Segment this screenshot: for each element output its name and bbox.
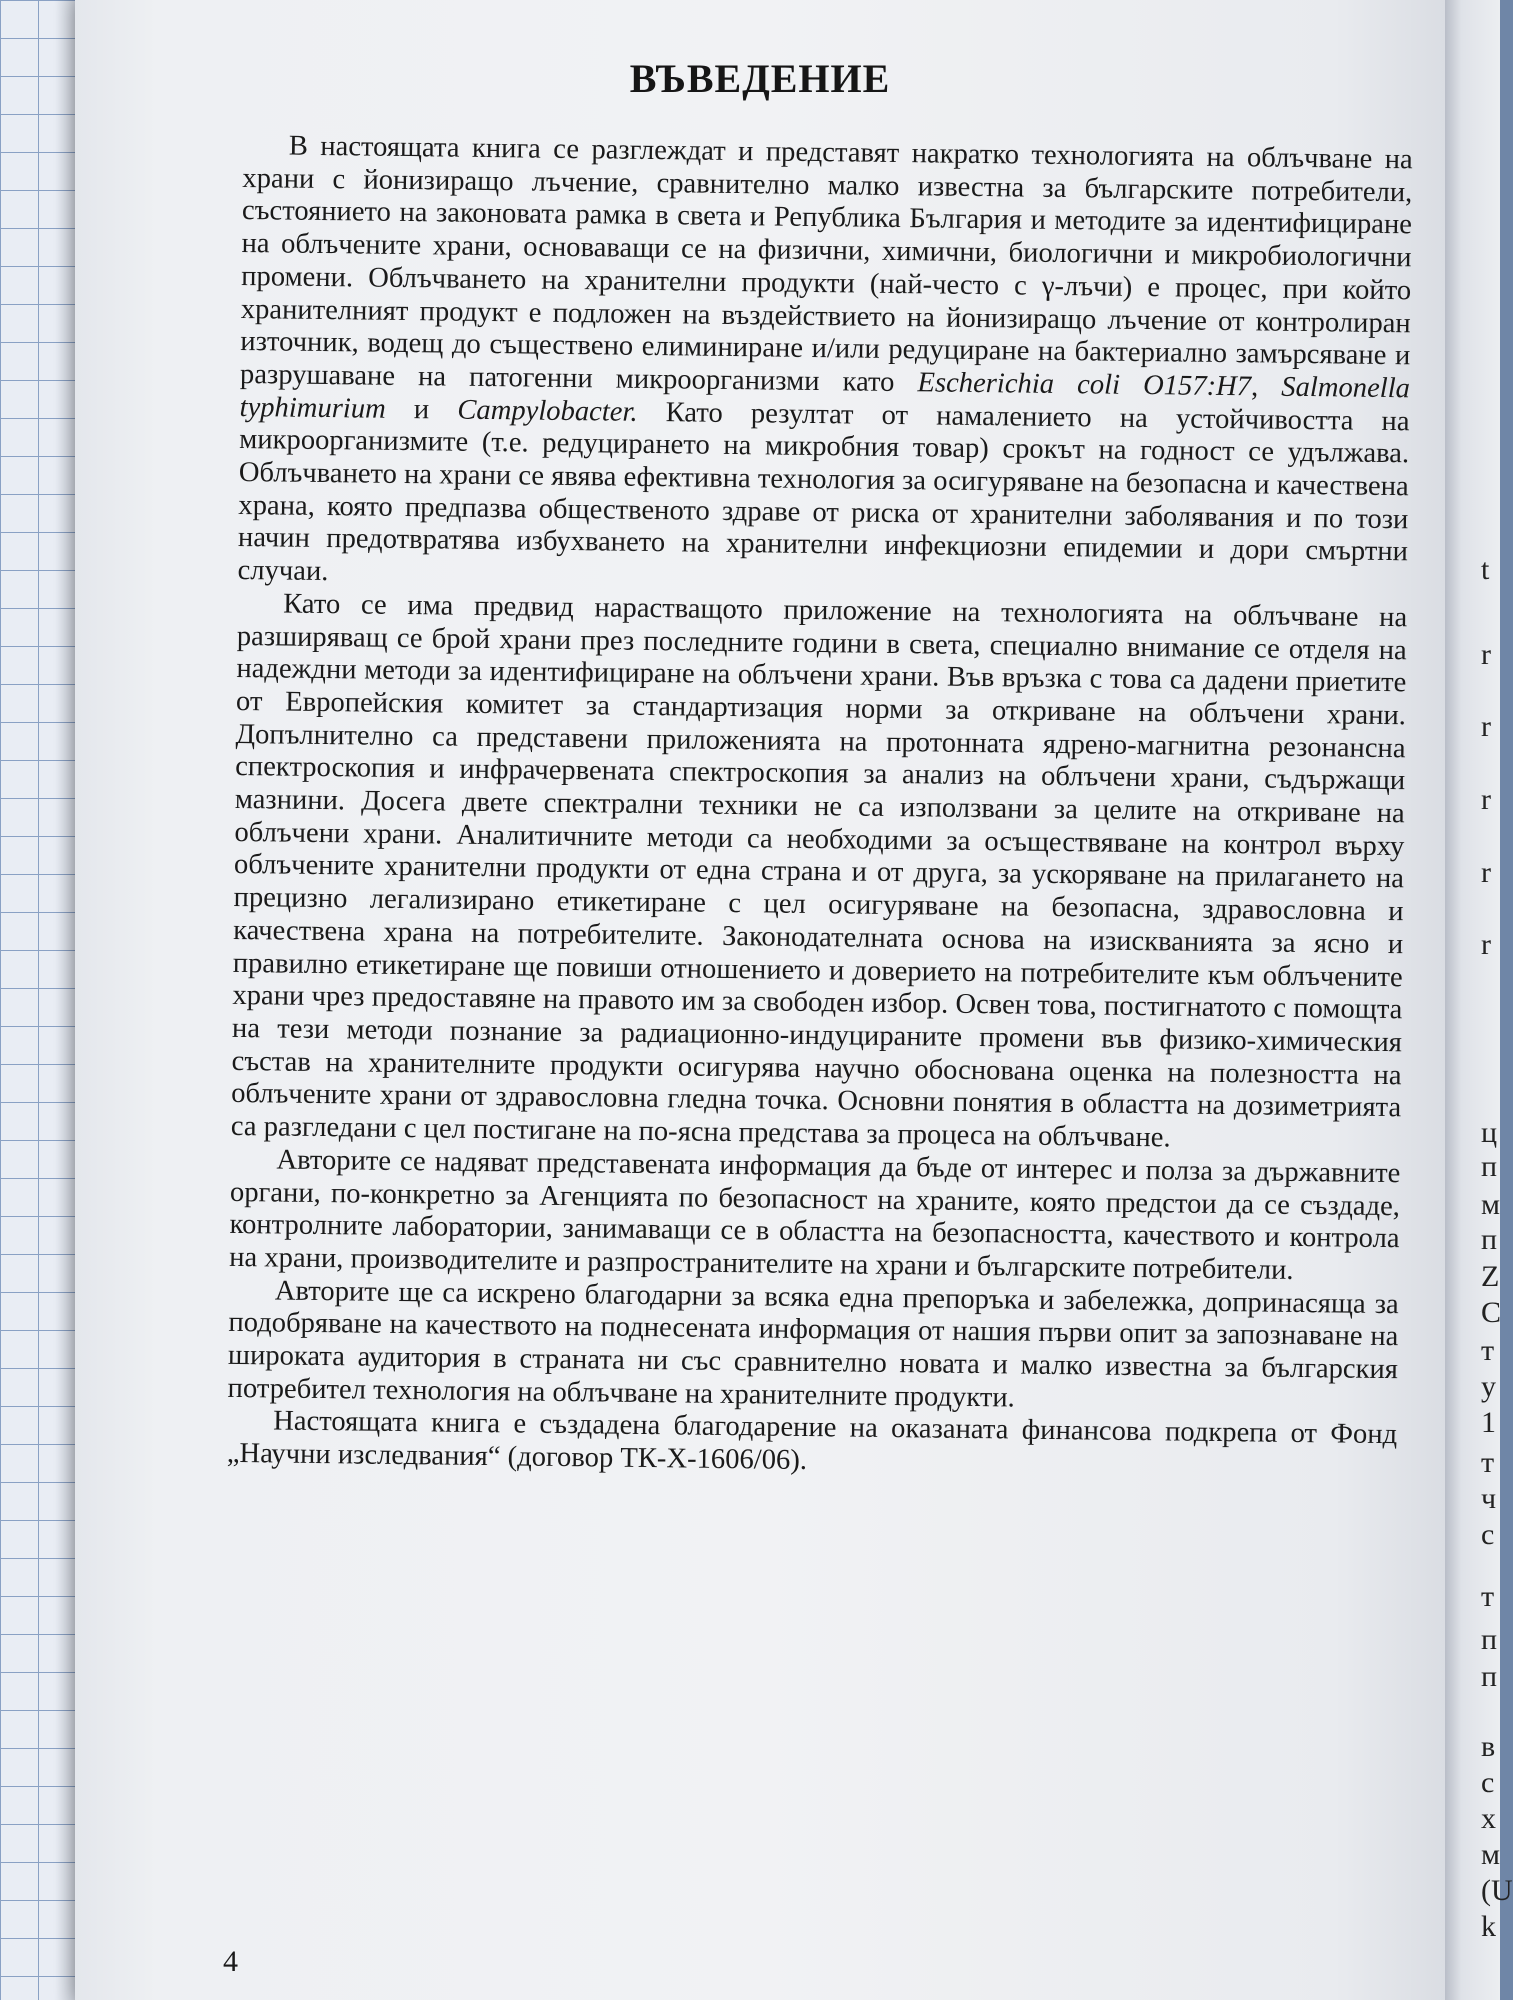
facing-page-fragment: п: [1481, 1660, 1498, 1693]
facing-page-fragment: п: [1481, 1623, 1498, 1656]
paragraph-4: Авторите ще са искрено благодарни за всяка една препоръка и забележка, допринасяща за подобряване на качеството на поднесената информация от нашия първи опит за запознаване на широката аудитория в страната ни със сравнително новата и малко известна за българския потребител технология на облъчване на хранителните продукти.: [227, 1275, 1399, 1414]
facing-page-fragment: с: [1481, 1766, 1495, 1799]
facing-page-fragment: м: [1481, 1188, 1500, 1221]
facing-page-fragment: r: [1481, 638, 1491, 671]
facing-page-edge: [1445, 0, 1513, 2000]
facing-page-fragment: т: [1481, 1334, 1495, 1367]
book-page: [75, 0, 1445, 2000]
facing-page-fragment: т: [1481, 1446, 1495, 1479]
facing-page-fragment: в: [1481, 1730, 1496, 1763]
organism-name: Campylobacter.: [457, 394, 638, 428]
organism-name: Salmonella typhimurium: [239, 371, 1411, 425]
facing-page-fragment: у: [1481, 1370, 1496, 1403]
facing-page-fragment: п: [1481, 1150, 1498, 1183]
facing-page-fragment: r: [1481, 783, 1491, 816]
paragraph-1: [237, 130, 1413, 602]
separator: и: [385, 393, 458, 426]
facing-page-fragment: п: [1481, 1223, 1498, 1256]
page-number: 4: [223, 1945, 238, 1978]
facing-page-fragment: х: [1481, 1802, 1496, 1835]
paragraph-2: Като се има предвид нарастващото приложение на технологията на облъчване на разширяващ се брой храни през последните години в света, специално внимание се отделя на надеждни методи за идентифициране на облъчени храни. Във връзка с това са дадени приетите от Европейския комитет за стандартизация норми за откриване на облъчени храни. Допълнително са представени приложенията на протонната ядрено-магнитна резонансна спектроскопия и инфрачервената спектроскопия за анализ на облъчени храни, съдържащи мазнини. Досега двете спектрални техники не са използвани за целите на откриване на облъчени храни. Аналитичните методи са необходими за осъществяване на контрол върху облъчените хранителни продукти от една страна и от друга, за ускоряване на прилагането на прецизно легализирано етикетиране с цел осигуряване на безопасна, здравословна и качествена храна на потребителите. Законодателната основа на изискванията за ясно и правилно етикетиране ще повиши отношението и доверието на потребителите към облъчените храни чрез предоставяне на правото им за свободен избор. Освен това, постигнатото с помощта на тези методи познание за радиационно-индуцираните промени във физико-химическия състав на хранителните продукти осигурява научно обоснована оценка на полезността на облъчените храни от здравословна гледна точка. Основни понятия в областта на дозиметрията са разгледани с цел постигане на по-ясна представа за процеса на облъчване.: [230, 588, 1408, 1154]
facing-page-fragment: r: [1481, 928, 1491, 961]
facing-page-fragment: ч: [1481, 1482, 1497, 1515]
facing-page-fragment: 1: [1481, 1406, 1496, 1439]
body-text: [227, 130, 1413, 1485]
facing-page-fragment: Z: [1481, 1260, 1500, 1293]
paragraph-3: Авторите се надяват представената информация да бъде от интерес и полза за държавните органи, по-конкретно за Агенцията по безопасност на храните, която предстои да се създаде, контролните лаборатории, занимаващи се в областта на безопасността, качеството и контрола на храни, производителите и разпространителите на храни и българските потребители.: [229, 1144, 1401, 1286]
facing-page-fragment: t: [1481, 553, 1490, 586]
facing-page-fragment: ц: [1481, 1116, 1498, 1149]
facing-page-fragment: r: [1481, 710, 1491, 743]
organism-name: Escherichia coli O157:H7: [917, 367, 1252, 403]
paragraph-1-text-a: В настоящата книга се разглеждат и представят накратко технологията на облъчване на храни с йонизиращо лъчение, сравнително малко известна за българските потребители, състоянието на законовата рамка в света и Република България и методите за идентифициране на облъчените храни, основаващи се на физични, химични, биологични и микробиологични промени. Облъчването на хранителни продукти (най-често с γ-лъчи) е процес, при който хранителният продукт е подложен на въздействието на йонизиращо лъчение от контролиран източник, водещ до съществено елиминиране и/или редуциране на бактериално замърсяване и разрушаване на патогенни микроорганизми като: [239, 130, 1413, 399]
page-title: ВЪВЕДЕНИЕ: [629, 56, 891, 101]
paragraph-1-text-b: Като резултат от намалението на устойчивостта на микроорганизмите (т.е. редуцирането на микробния товар) срокът на годност се удължава. Облъчването на храни се явява ефективна технология за осигуряване на безопасна и качествена храна, която предпазва общественото здраве от риска от хранителни заболявания и по този начин предотвратява избухването на хранителни инфекциозни епидемии и дори смъртни случаи.: [237, 396, 1410, 588]
facing-page-fragment: r: [1481, 856, 1491, 889]
facing-page-fragment: т: [1481, 1580, 1495, 1613]
separator: ,: [1250, 371, 1282, 403]
paragraph-5: Настоящата книга е създадена благодарение на оказаната финансова подкрепа от Фонд „Научни изследвания“ (договор ТК-Х-1606/06).: [226, 1405, 1398, 1477]
facing-page-fragment: (U: [1481, 1874, 1513, 1907]
facing-page-fragment: м: [1481, 1838, 1500, 1871]
facing-page-fragment: C: [1481, 1296, 1502, 1329]
facing-page-fragment: с: [1481, 1518, 1495, 1551]
facing-page-fragment: k: [1481, 1910, 1496, 1943]
